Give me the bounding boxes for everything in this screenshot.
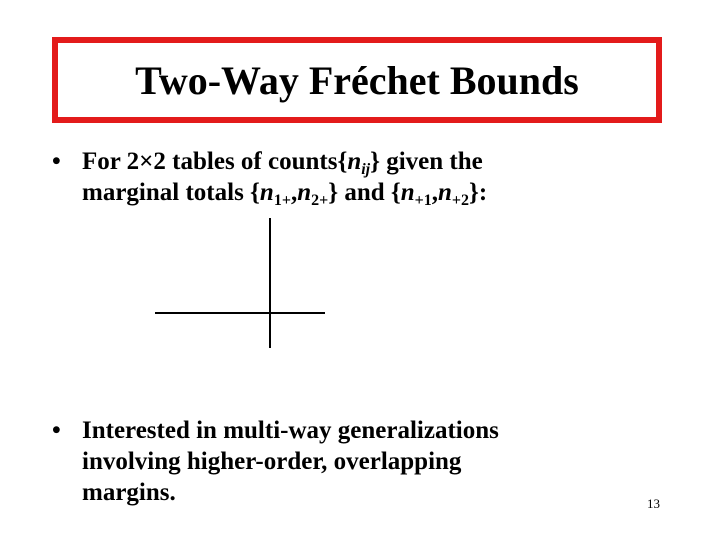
bullet-line-1: For 2×2 tables of $counts\{n_{ij}\}$ given the (82, 148, 483, 178)
table-dimension: 2×2 (126, 148, 166, 175)
bullet-marginal-totals (52, 146, 487, 208)
bullet-line: involving higher-order, overlapping (82, 448, 462, 475)
cell-count-variable: n (347, 148, 362, 175)
bullet-dot: • (52, 148, 61, 175)
bullet-multiway (52, 415, 499, 508)
bullet-line: Interested in multi-way generalizations (82, 417, 499, 444)
title-box (52, 37, 662, 123)
bullet-dot: • (52, 417, 61, 444)
bullet-line-2: marginal totals $\{n_{1+},n_{2+}\}$ and $\{n_{+1},n_{+2}\}$: (82, 179, 488, 209)
slide-title: Two-Way Fréchet Bounds (135, 57, 579, 103)
page-number: 13 (647, 496, 660, 511)
two-by-two-table-diagram (150, 218, 330, 348)
bullet-line: margins. (82, 479, 176, 506)
